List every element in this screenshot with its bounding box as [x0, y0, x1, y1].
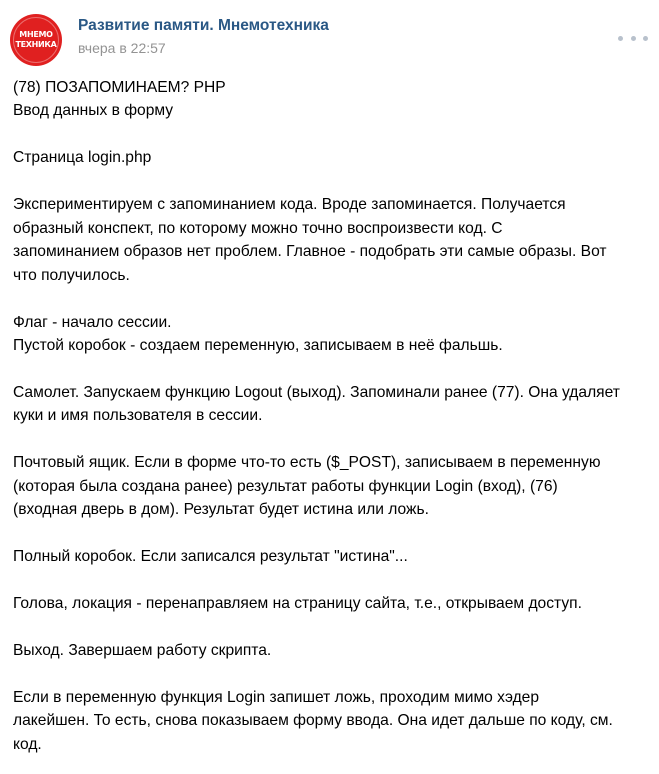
post-text-line: Почтовый ящик. Если в форме что-то есть ($_POST), записываем в переменную — [13, 454, 601, 472]
post-text-line: куки и имя пользователя в сессии. — [13, 407, 263, 425]
post-date-link[interactable]: вчера в 22:57 — [78, 40, 166, 56]
avatar-logo-line2: ТЕХНИКА — [15, 40, 57, 49]
more-horizontal-icon-dot — [631, 36, 636, 41]
community-avatar[interactable] — [10, 14, 62, 66]
post-text-line: Самолет. Запускаем функцию Logout (выход). Запоминали ранее (77). Она удаляет — [13, 383, 620, 401]
post-text-line: (входная дверь в дом). Результат будет истина или ложь. — [13, 501, 429, 519]
post-blank-line — [13, 123, 653, 147]
post-blank-line — [13, 287, 653, 311]
post-header — [0, 0, 659, 70]
post-blank-line — [13, 662, 653, 686]
post-text-line: Голова, локация - перенаправляем на страницу сайта, т.е., открываем доступ. — [13, 595, 582, 613]
post-text — [13, 76, 653, 756]
post-text-line: код. — [13, 735, 42, 753]
post-text-line: Выход. Завершаем работу скрипта. — [13, 642, 272, 659]
post-text-line: образный конспект, по которому можно точно воспроизвести код. С — [13, 219, 503, 237]
post-text-line: лакейшен. То есть, снова показываем форму ввода. Она идет дальше по коду, см. — [13, 712, 613, 730]
post-text-line: (которая была создана ранее) результат работы функции Login (вход), (76) — [13, 477, 558, 495]
more-horizontal-icon-dot — [643, 36, 648, 41]
post-text-line: Флаг - начало сессии. — [13, 313, 172, 331]
post-text-line: Ввод данных в форму — [13, 102, 174, 120]
post-text-line: что получилось. — [13, 266, 130, 284]
community-name-link[interactable]: Развитие памяти. Мнемотехника — [78, 17, 329, 34]
post-blank-line — [13, 428, 653, 452]
post-text-line: Если в переменную функция Login запишет ложь, проходим мимо хэдер — [13, 688, 540, 706]
post-blank-line — [13, 521, 653, 545]
post-text-line: Экспериментируем с запоминанием кода. Вроде запоминается. Получается — [13, 196, 566, 214]
post-text-line: Пустой коробок - создаем переменную, записываем в неё фальшь. — [13, 336, 503, 354]
post-text-line: (78) ПОЗАПОМИНАЕМ? PHP — [13, 79, 226, 96]
post-text-line: Страница login.php — [13, 149, 152, 167]
more-horizontal-icon — [618, 36, 623, 41]
more-options-button[interactable] — [618, 30, 648, 46]
post-text-line: Полный коробок. Если записался результат "истина"... — [13, 548, 408, 566]
post-blank-line — [13, 568, 653, 592]
post-blank-line — [13, 357, 653, 381]
post-blank-line — [13, 615, 653, 639]
post-text-line: запоминанием образов нет проблем. Главное - подобрать эти самые образы. Вот — [13, 243, 607, 261]
post-blank-line — [13, 170, 653, 194]
avatar-logo-line1: МНЕМО — [19, 30, 53, 39]
avatar-logo — [13, 17, 59, 63]
